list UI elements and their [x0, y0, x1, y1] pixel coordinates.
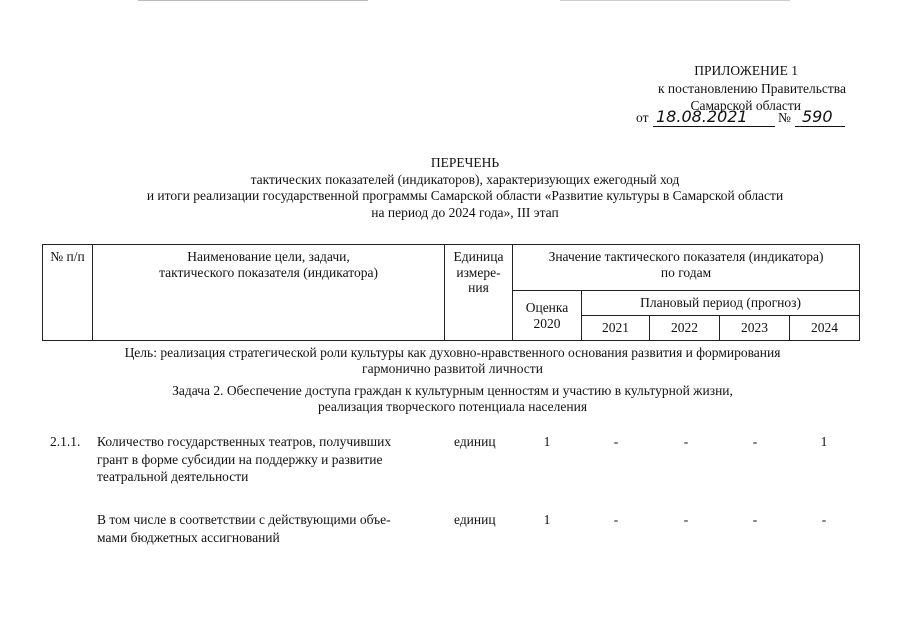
- indicator-name-line: мами бюджетных ассигнований: [97, 529, 280, 545]
- appendix-region: Самарской области: [690, 98, 801, 113]
- appendix-decree: к постановлению Правительства: [657, 80, 846, 96]
- title-line: на период до 2024 года», III этап: [371, 204, 559, 220]
- appendix-title: ПРИЛОЖЕНИЕ 1: [694, 63, 798, 78]
- document-title: [40, 155, 890, 221]
- value-2022: -: [683, 434, 689, 449]
- header-year: 2023: [720, 316, 790, 341]
- header-unit-line: Единица: [453, 249, 504, 264]
- row-indicator-name: [97, 433, 437, 486]
- task-text: [0, 383, 905, 415]
- header-estimate-year: 2020: [533, 315, 561, 331]
- row-unit: единиц: [454, 434, 496, 449]
- header-year: 2022: [650, 316, 720, 341]
- handwritten-date: 18.08.2021: [656, 107, 748, 126]
- scan-edge-line: [560, 0, 790, 1]
- value-2021: -: [613, 434, 619, 449]
- number-underline: [795, 126, 845, 127]
- handwritten-number: 590: [802, 107, 833, 126]
- indicator-name-line: В том числе в соответствии с действующими объе-: [97, 512, 391, 527]
- row-indicator-name: [97, 511, 437, 546]
- title-line: и итоги реализации государственной программы Самарской области «Развитие культуры в Самарской области: [146, 188, 784, 203]
- value-2020: 1: [543, 434, 551, 449]
- from-label: от: [636, 110, 649, 125]
- header-values: [513, 245, 860, 291]
- value-2024: -: [821, 512, 827, 527]
- value-2020: 1: [543, 512, 551, 527]
- date-underline: [653, 126, 775, 127]
- appendix-signature-row: [590, 107, 850, 130]
- header-name-line: тактического показателя (индикатора): [159, 264, 378, 280]
- value-2021: -: [613, 512, 619, 527]
- task-line: Задача 2. Обеспечение доступа граждан к культурным ценностям и участию в культурной жизни,: [172, 383, 733, 398]
- goal-line: Цель: реализация стратегической роли культуры как духовно-нравственного основания развития и формирования: [124, 345, 781, 360]
- header-name-line: Наименование цели, задачи,: [187, 249, 350, 264]
- header-unit-line: измере-: [456, 264, 501, 280]
- header-estimate: [513, 291, 582, 341]
- indicator-name-line: театральной деятельности: [97, 469, 249, 484]
- header-planned: Плановый период (прогноз): [582, 291, 860, 316]
- goal-text: [0, 345, 905, 377]
- indicator-name-line: Количество государственных театров, получивших: [97, 434, 392, 449]
- value-2022: -: [683, 512, 689, 527]
- indicator-name-line: грант в форме субсидии на поддержку и развитие: [97, 451, 383, 467]
- header-name: [93, 245, 445, 341]
- value-2023: -: [752, 512, 758, 527]
- header-values-line: Значение тактического показателя (индикатора): [548, 249, 824, 264]
- row-number: 2.1.1.: [50, 434, 81, 449]
- scan-edge-line: [138, 0, 368, 1]
- value-2024: 1: [820, 434, 828, 449]
- header-unit: [445, 245, 513, 341]
- header-values-line: по годам: [660, 264, 712, 280]
- header-year: 2024: [790, 316, 860, 341]
- title-line: тактических показателей (индикаторов), характеризующих ежегодный ход: [250, 171, 680, 187]
- header-number-label: № п/п: [50, 249, 85, 264]
- indicators-table-header: [42, 244, 860, 341]
- value-2023: -: [752, 434, 758, 449]
- header-estimate-line: Оценка: [525, 300, 569, 315]
- header-number: [43, 245, 93, 341]
- number-label: №: [778, 110, 791, 125]
- title-heading: ПЕРЕЧЕНЬ: [430, 155, 500, 170]
- header-unit-line: ния: [468, 280, 489, 295]
- goal-line: гармонично развитой личности: [362, 361, 543, 376]
- task-line: реализация творческого потенциала населения: [317, 399, 588, 414]
- row-unit: единиц: [454, 512, 496, 527]
- header-year: 2021: [582, 316, 650, 341]
